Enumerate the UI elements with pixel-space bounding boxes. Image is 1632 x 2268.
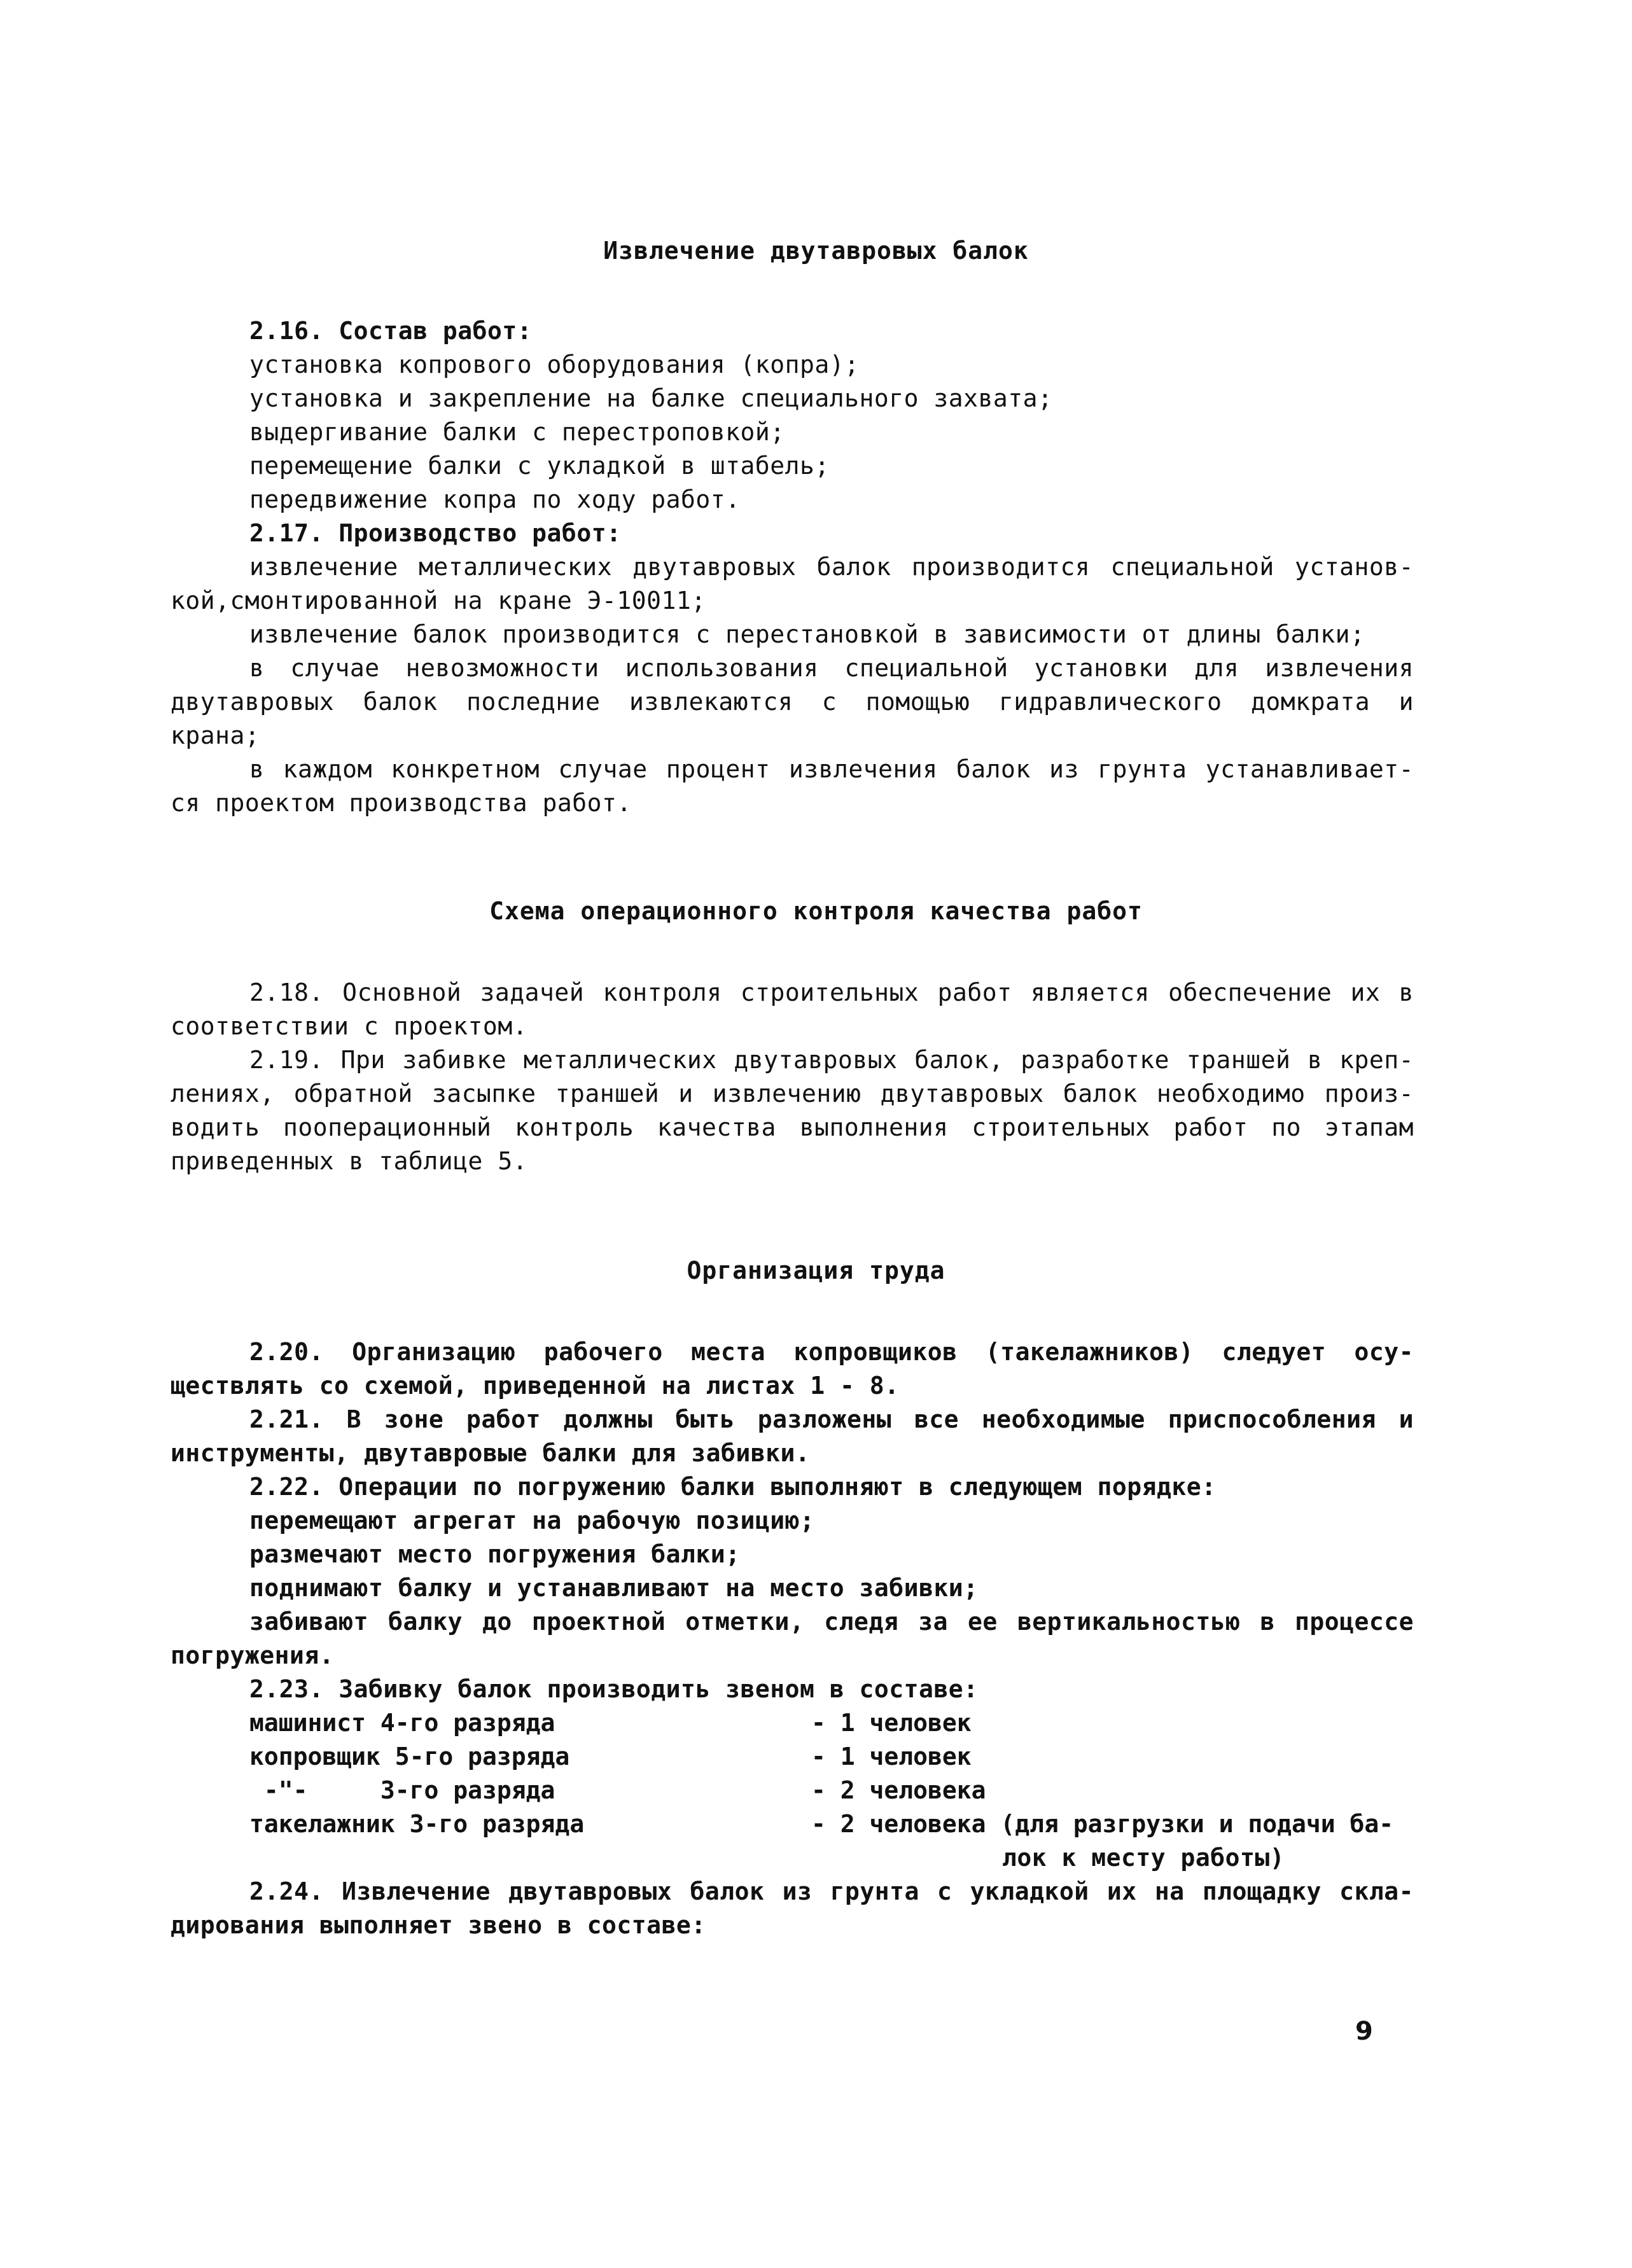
section-heading-quality-control: Схема операционного контроля качества работ [489,897,1143,925]
crew-role: такелажник 3-го разряда [249,1810,585,1838]
crew-role: копровщик 5-го разряда [249,1743,570,1771]
crew-note: лок к месту работы) [1002,1844,1285,1872]
paragraph-line: ся проектом производства работ. [171,789,632,817]
section-heading-labor-organization: Организация труда [687,1256,945,1284]
paragraph-line: 2.19. При забивке металлических двутавровых балок, разработке траншей в креп- [249,1046,1414,1074]
list-item: перемещение балки с укладкой в штабель; [249,452,830,480]
paragraph-line: двутавровых балок последние извлекаются с помощью гидравлического домкрата и [171,688,1414,716]
list-item: установка копрового оборудования (копра); [249,351,860,379]
paragraph-line: в случае невозможности использования специальной установки для извлечения [249,654,1414,682]
paragraph-line: дирования выполняет звено в составе: [171,1911,706,1939]
paragraph-line: извлечение металлических двутавровых балок производится специальной установ- [249,553,1414,581]
paragraph-line: крана; [171,721,260,749]
paragraph-line: ществлять со схемой, приведенной на листах 1 - 8. [171,1372,900,1400]
paragraph-2-22-title: 2.22. Операции по погружению балки выполняют в следующем порядке: [249,1473,1217,1501]
paragraph-line: инструменты, двутавровые балки для забивки. [171,1439,811,1467]
paragraph-line: кой,смонтированной на кране Э-10011; [171,587,706,615]
paragraph-line: в каждом конкретном случае процент извлечения балок из грунта устанавливает- [249,755,1414,783]
paragraph-line: забивают балку до проектной отметки, следя за ее вертикальностью в процессе [249,1608,1414,1636]
paragraph-2-23-title: 2.23. Забивку балок производить звеном в составе: [249,1675,979,1703]
paragraph-line: 2.20. Организацию рабочего места копровщиков (такелажников) следует осу- [249,1338,1414,1366]
crew-count: - 1 человек [811,1709,972,1737]
list-item: поднимают балку и устанавливают на место забивки; [249,1574,979,1602]
paragraph-2-16-title: 2.16. Состав работ: [249,317,533,345]
list-item: установка и закрепление на балке специального захвата; [249,384,1053,412]
crew-count: - 2 человека (для разгрузки и подачи ба- [811,1810,1394,1838]
paragraph-line: приведенных в таблице 5. [171,1147,528,1175]
paragraph-line: лениях, обратной засыпке траншей и извлечению двутавровых балок необходимо произ- [171,1080,1414,1108]
paragraph-line: погружения. [171,1641,335,1669]
paragraph-line: соответствии с проектом. [171,1012,528,1040]
section-heading-beam-extraction: Извлечение двутавровых балок [603,237,1029,265]
paragraph-2-17-title: 2.17. Производство работ: [249,519,622,547]
paragraph-line: 2.21. В зоне работ должны быть разложены все необходимые приспособления и [249,1405,1414,1433]
crew-role: машинист 4-го разряда [249,1709,555,1737]
list-item: размечают место погружения балки; [249,1540,741,1568]
paragraph-line: 2.18. Основной задачей контроля строительных работ является обеспечение их в [249,978,1414,1006]
list-item: перемещают агрегат на рабочую позицию; [249,1506,815,1534]
crew-count: - 2 человека [811,1776,986,1804]
paragraph-line: 2.24. Извлечение двутавровых балок из грунта с укладкой их на площадку скла- [249,1877,1414,1905]
paragraph-line: водить пооперационный контроль качества выполнения строительных работ по этапам [171,1113,1414,1141]
crew-count: - 1 человек [811,1743,972,1771]
list-item: выдергивание балки с перестроповкой; [249,418,785,446]
page-number: 9 [1355,2017,1373,2046]
list-item: передвижение копра по ходу работ. [249,485,741,513]
paragraph-line: извлечение балок производится с перестановкой в зависимости от длины балки; [249,620,1365,648]
crew-role: -"- 3-го разряда [249,1776,555,1804]
